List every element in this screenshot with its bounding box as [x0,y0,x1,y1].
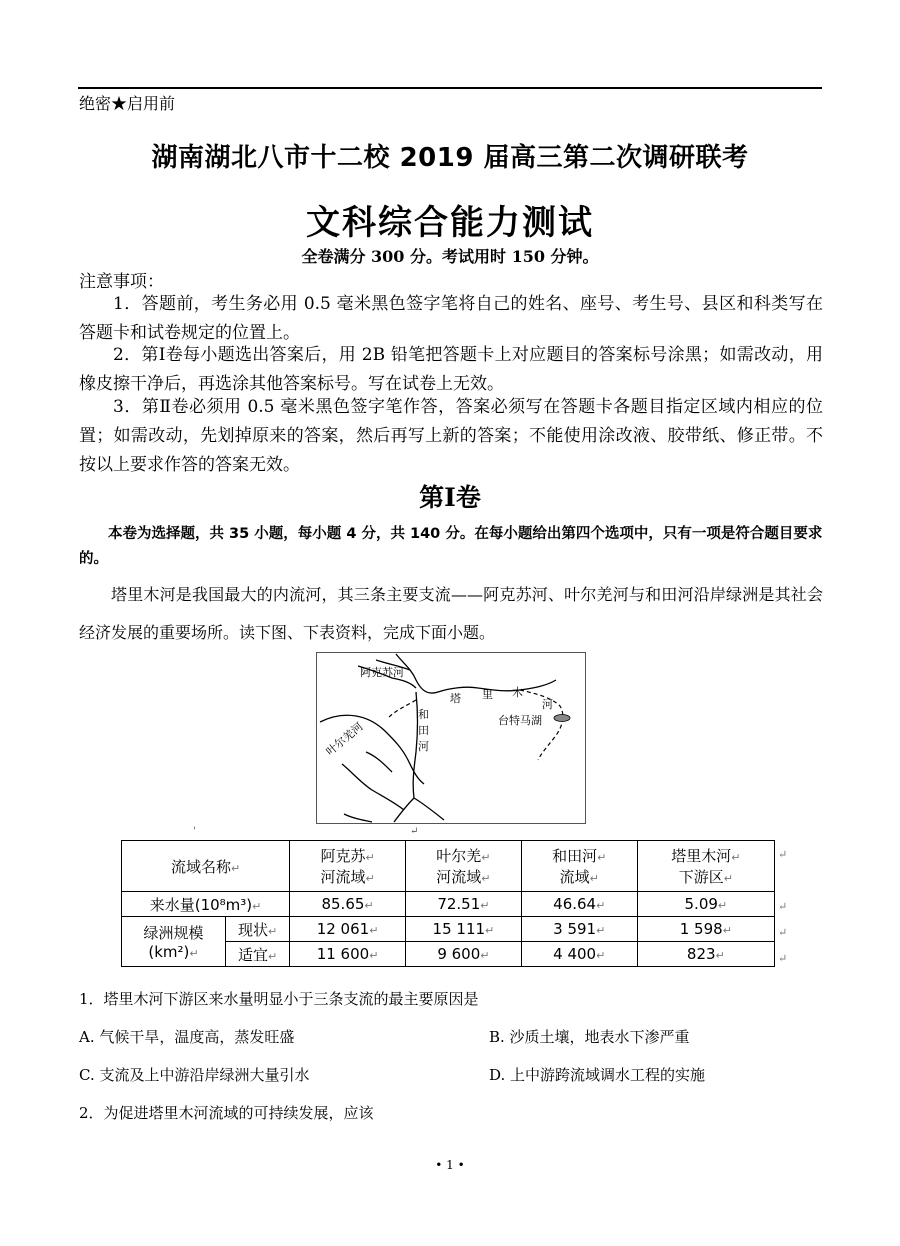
header-aksu: 阿克苏↵ 河流域↵ [290,841,406,892]
current-aksu: 12 061↵ [290,917,406,942]
tarim-label-2: 里 [482,688,493,701]
question-1-option-b: B. 沙质土壤，地表水下渗严重 [489,1028,690,1046]
tick-mark-2: ↵ [410,826,419,837]
current-yarkand: 15 111↵ [405,917,521,942]
inflow-yarkand: 72.51↵ [405,892,521,917]
hotan-branch-line [414,798,444,820]
southern-stream-line [344,814,372,822]
row-end-mark-3: ↵ [778,926,788,939]
river-basin-table [121,840,775,967]
table-row-inflow [122,892,775,917]
table-header-row [122,841,775,892]
question-1-option-a: A. 气候干旱，温度高，蒸发旺盛 [79,1028,295,1046]
question-intro: 塔里木河是我国最大的内流河，其三条主要支流——阿克苏河、叶尔羌河与和田河沿岸绿洲是其社会经济发展的重要场所。读下图、下表资料，完成下面小题。 [79,585,823,642]
suitable-aksu: 11 600↵ [290,942,406,967]
page-number: • 1 • [435,1158,465,1172]
row-end-mark-1: ↵ [778,848,788,861]
inflow-tarim-lower: 5.09↵ [637,892,774,917]
map-frame [317,653,586,824]
subject-title: 文科综合能力测试 [306,203,594,243]
hotan-label-1: 和 [418,708,429,721]
row-end-mark-2: ↵ [778,900,788,913]
tarim-label-4: 河 [542,698,553,711]
score-line: 全卷满分 300 分。考试用时 150 分钟。 [301,247,599,266]
dashed-river-west [388,700,416,718]
suitable-tarim-lower: 823↵ [637,942,774,967]
note-item-3: 3．第Ⅱ卷必须用 0.5 毫米黑色签字笔作答，答案必须写在答题卡各题目指定区域内相应的位置；如需改动，先划掉原来的答案，然后再写上新的答案；不能使用涂改液、胶带纸、修正带。不按以上要求作答的答案无效。 [79,397,823,475]
section-instruction: 本卷为选择题，共 35 小题，每小题 4 分，共 140 分。在每小题给出第四个选项中，只有一项是符合题目要求的。 [79,526,823,567]
tarim-label-1: 塔 [450,692,461,705]
header-tarim-lower: 塔里木河↵ 下游区↵ [637,841,774,892]
confidential-mark: 绝密★启用前 [79,94,176,113]
notes-heading: 注意事项： [79,272,164,292]
header-hotan: 和田河↵ 流域↵ [521,841,637,892]
taitema-lake-shape [554,715,570,722]
question-1-stem: 1．塔里木河下游区来水量明显小于三条支流的最主要原因是 [79,990,479,1008]
hotan-label-3: 河 [418,740,429,753]
header-rule [78,87,822,89]
row-end-mark-4: ↵ [778,952,788,965]
tarim-river-line [396,654,556,693]
table-row-current [122,917,775,942]
yarkand-label: 叶尔羌河 [323,720,366,759]
yarkand-branch-line [342,764,404,810]
suitable-yarkand: 9 600↵ [405,942,521,967]
yarkand-branch-line-2 [366,752,392,772]
note-item-2: 2．第Ⅰ卷每小题选出答案后，用 2B 铅笔把答题卡上对应题目的答案标号涂黑；如需改动，用橡皮擦干净后，再选涂其他答案标号。写在试卷上无效。 [79,345,823,394]
section-title: 第Ⅰ卷 [419,483,481,512]
question-2-stem: 2．为促进塔里木河流域的可持续发展，应该 [79,1104,374,1122]
hotan-branch-line-2 [394,798,414,822]
oasis-label: 绿洲规模 (km²)↵ [122,917,226,967]
inflow-label: 来水量(10⁸m³)↵ [122,892,290,917]
inflow-hotan: 46.64↵ [521,892,637,917]
taitema-label: 台特马湖 [498,714,542,727]
hotan-label-2: 田 [418,724,429,737]
current-hotan: 3 591↵ [521,917,637,942]
exam-title: 湖南湖北八市十二校 2019 届高三第二次调研联考 [151,143,749,173]
header-yarkand: 叶尔羌↵ 河流域↵ [405,841,521,892]
current-label: 现状↵ [226,917,290,942]
aksu-label: 阿克苏河 [360,666,404,679]
inflow-aksu: 85.65↵ [290,892,406,917]
header-basin-name: 流域名称↵ [122,841,290,892]
tarim-river-map [316,652,586,824]
question-1-option-d: D. 上中游跨流域调水工程的实施 [489,1066,706,1084]
suitable-hotan: 4 400↵ [521,942,637,967]
question-1-option-c: C. 支流及上中游沿岸绿洲大量引水 [79,1066,310,1084]
current-tarim-lower: 1 598↵ [637,917,774,942]
tick-mark-1: ' [193,826,196,837]
note-item-1: 1．答题前，考生务必用 0.5 毫米黑色签字笔将自己的姓名、座号、考生号、县区和科类写在答题卡和试卷规定的位置上。 [79,294,823,343]
hotan-river-line [413,692,417,798]
suitable-label: 适宜↵ [226,942,290,967]
tarim-label-3: 木 [512,686,523,699]
